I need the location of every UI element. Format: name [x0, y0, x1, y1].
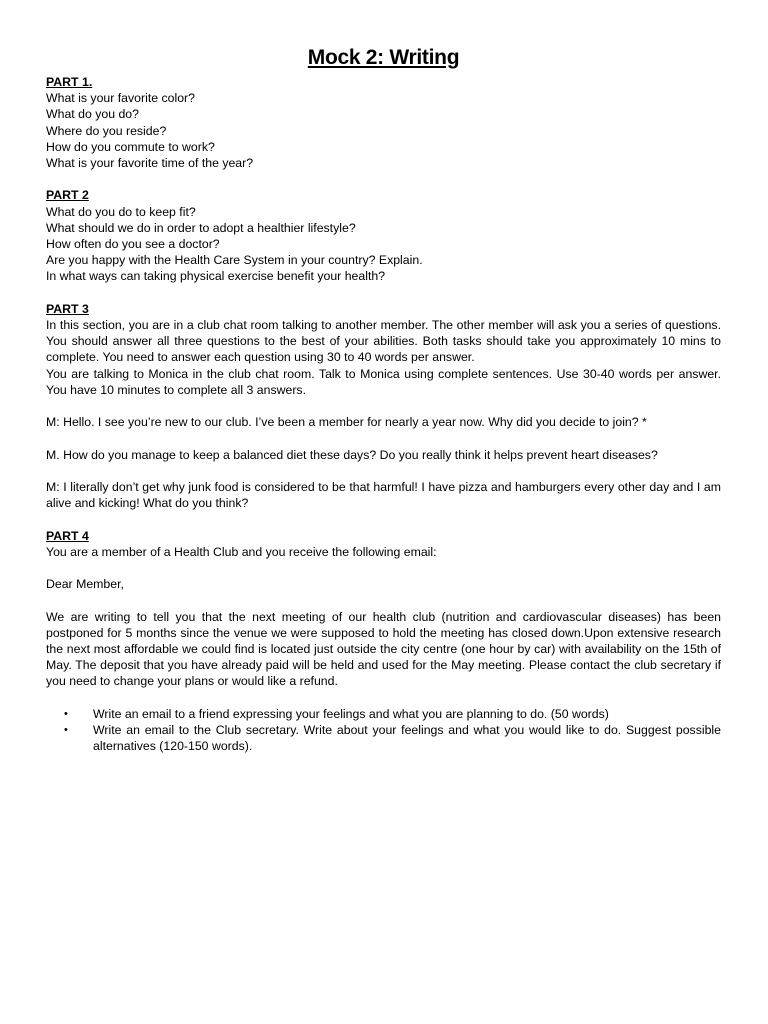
page-title: Mock 2: Writing — [307, 46, 460, 69]
part-3-intro: In this section, you are in a club chat room talking to another member. The other member will ask you a series of questions. You should answer all three questions to the best of your abilities. Both tasks should take you approximately 10 mins to complete. You need to answer each question using 30 to 40 words per answer. — [46, 318, 721, 365]
email-body: We are writing to tell you that the next meeting of our health club (nutrition and cardiovascular diseases) has been postponed for 5 months since the venue we were supposed to hold the meeting has closed down.Upon extensive research the next most affordable we could find is located just outside the city centre (one hour by car) with availability on the 15th of May. The deposit that you have already paid will be held and used for the May meeting. Please contact the club secretary if you need to change your plans or would like a refund. — [46, 609, 721, 689]
part-2-question: Are you happy with the Health Care System in your country? Explain. — [46, 253, 423, 268]
bullet-icon: • — [64, 707, 68, 720]
spacer — [46, 430, 721, 446]
part-2-heading: PART 2 — [46, 188, 89, 203]
part-3-instruction: You are talking to Monica in the club chat room. Talk to Monica using complete sentences. Use 30-40 words per answer. You have 10 minutes to complete all 3 answers. — [46, 366, 721, 397]
spacer — [46, 285, 721, 301]
part-2-section — [46, 187, 721, 284]
task-item — [46, 722, 721, 754]
spacer — [46, 511, 721, 527]
part-2-question: What do you do to keep fit? — [46, 204, 196, 219]
part-4-heading: PART 4 — [46, 528, 89, 543]
part-3-heading: PART 3 — [46, 301, 89, 316]
part-1-question: How do you commute to work? — [46, 139, 215, 154]
task-text: Write an email to the Club secretary. Write about your feelings and what you would like to do. Suggest possible alternatives (120-150 words). — [93, 722, 721, 754]
task-list — [46, 706, 721, 755]
part-2-question: How often do you see a doctor? — [46, 237, 220, 252]
part-4-section — [46, 528, 721, 755]
spacer — [46, 592, 721, 608]
spacer — [46, 398, 721, 414]
spacer — [46, 463, 721, 479]
bullet-icon: • — [64, 723, 68, 736]
part-1-question: What is your favorite time of the year? — [46, 156, 254, 171]
part-1-section — [46, 74, 721, 171]
email-salutation: Dear Member, — [46, 577, 124, 592]
chat-message: M. How do you manage to keep a balanced diet these days? Do you really think it helps prevent heart diseases? — [46, 447, 658, 462]
task-item — [46, 706, 721, 722]
part-1-question: What is your favorite color? — [46, 91, 195, 106]
part-1-question: What do you do? — [46, 107, 139, 122]
document-page — [46, 44, 721, 754]
part-4-intro: You are a member of a Health Club and you receive the following email: — [46, 544, 437, 559]
spacer — [46, 560, 721, 576]
part-2-question: What should we do in order to adopt a healthier lifestyle? — [46, 220, 356, 235]
part-2-question: In what ways can taking physical exercise benefit your health? — [46, 269, 386, 284]
part-1-heading: PART 1. — [46, 75, 93, 89]
task-text: Write an email to a friend expressing your feelings and what you are planning to do. (50 words) — [93, 706, 609, 721]
part-3-section — [46, 301, 721, 512]
chat-message: M: Hello. I see you’re new to our club. I’ve been a member for nearly a year now. Why did you decide to join? * — [46, 415, 647, 430]
spacer — [46, 171, 721, 187]
spacer — [46, 690, 721, 706]
chat-message: M: I literally don’t get why junk food is considered to be that harmful! I have pizza and hamburgers every other day and I am alive and kicking! What do you think? — [46, 480, 721, 511]
part-1-question: Where do you reside? — [46, 123, 167, 138]
